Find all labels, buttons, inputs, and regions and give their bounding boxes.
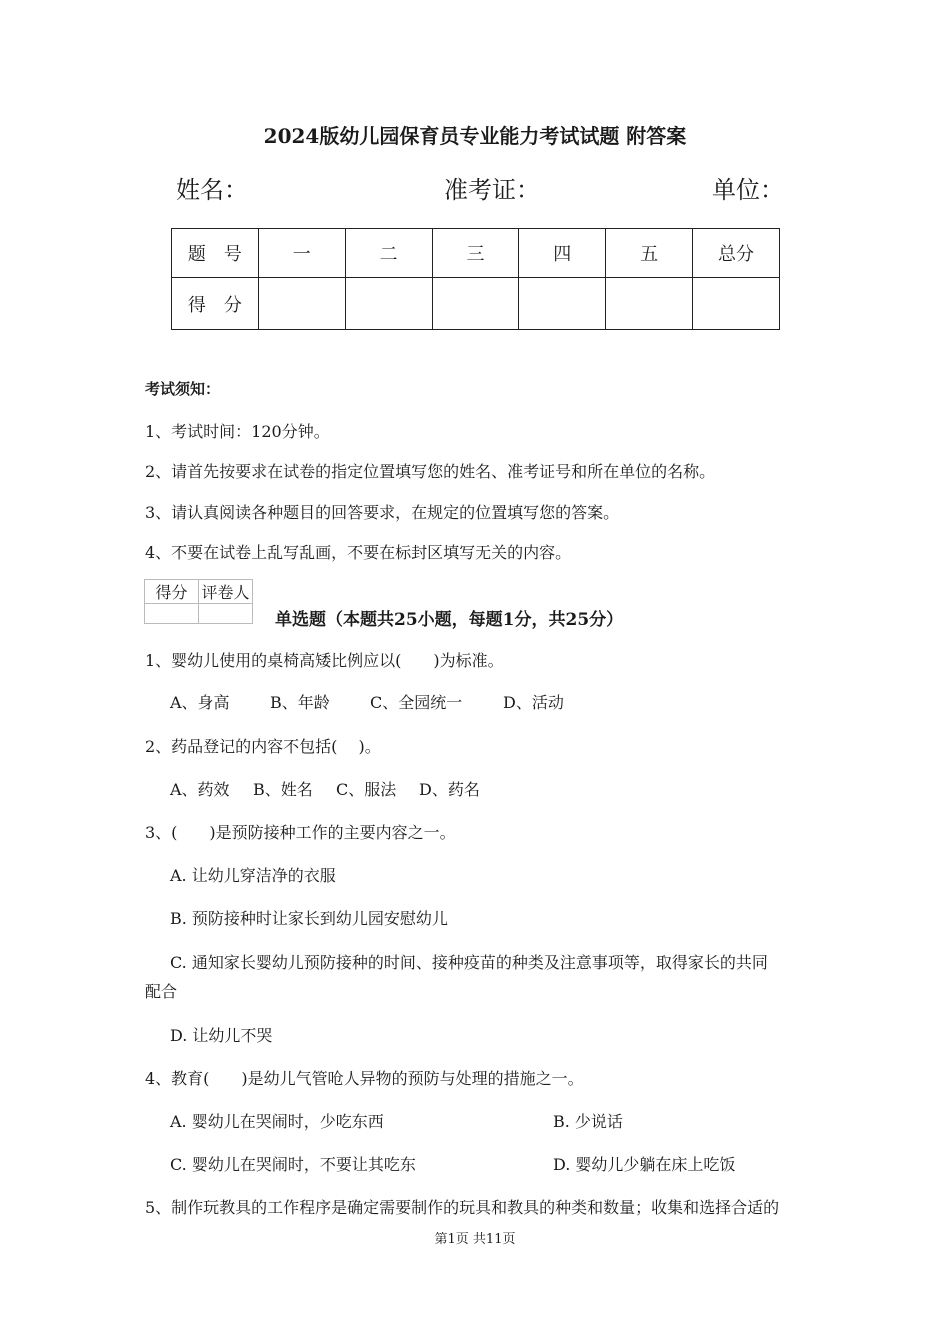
- section-title: 单选题（本题共25小题，每题1分，共25分）: [275, 610, 624, 630]
- page-footer: 第1页 共11页: [434, 1232, 516, 1247]
- question-stem: 5、制作玩教具的工作程序是确定需要制作的玩具和教具的种类和数量；收集和选择合适的: [145, 1198, 780, 1217]
- option-a[interactable]: A、药效: [170, 780, 230, 799]
- option-a[interactable]: A. 让幼儿穿洁净的衣服: [170, 866, 336, 885]
- notice-item: 1、考试时间：120分钟。: [145, 422, 330, 441]
- header-cell-5: 五: [606, 229, 693, 278]
- header-cell-3: 三: [432, 229, 519, 278]
- grader-reviewer-label: 评卷人: [199, 580, 253, 604]
- score-cell-2[interactable]: [345, 278, 432, 330]
- option-d[interactable]: D. 婴幼儿少躺在床上吃饭: [553, 1155, 736, 1174]
- option-b[interactable]: B、姓名: [253, 780, 313, 799]
- option-c[interactable]: C、全园统一: [370, 693, 463, 712]
- option-d[interactable]: D、药名: [419, 780, 480, 799]
- grader-score-label: 得分: [145, 580, 199, 604]
- option-c-continuation: 配合: [145, 982, 178, 1001]
- page-title: 2024版幼儿园保育员专业能力考试试题 附答案: [263, 124, 687, 148]
- score-cell-3[interactable]: [432, 278, 519, 330]
- header-cell-4: 四: [519, 229, 606, 278]
- header-cell-number: 题 号: [172, 229, 259, 278]
- option-b[interactable]: B. 预防接种时让家长到幼儿园安慰幼儿: [170, 909, 448, 928]
- score-cell-1[interactable]: [258, 278, 345, 330]
- name-label: 姓名：: [176, 176, 248, 204]
- option-c[interactable]: C、服法: [336, 780, 397, 799]
- header-cell-1: 一: [258, 229, 345, 278]
- notice-item: 4、不要在试卷上乱写乱画，不要在标封区填写无关的内容。: [145, 543, 572, 562]
- question-stem: 1、婴幼儿使用的桌椅高矮比例应以( )为标准。: [145, 651, 504, 670]
- notice-item: 2、请首先按要求在试卷的指定位置填写您的姓名、准考证号和所在单位的名称。: [145, 462, 716, 481]
- score-table-score-row: [172, 278, 780, 330]
- unit-label: 单位：: [712, 176, 784, 204]
- option-b[interactable]: B. 少说话: [553, 1112, 623, 1131]
- score-cell-total[interactable]: [693, 278, 780, 330]
- question-stem: 4、教育( )是幼儿气管呛人异物的预防与处理的措施之一。: [145, 1069, 584, 1088]
- question-stem: 3、( )是预防接种工作的主要内容之一。: [145, 823, 456, 842]
- header-cell-total: 总分: [693, 229, 780, 278]
- grader-reviewer-cell[interactable]: [199, 604, 253, 624]
- grader-score-cell[interactable]: [145, 604, 199, 624]
- score-cell-4[interactable]: [519, 278, 606, 330]
- option-d[interactable]: D. 让幼儿不哭: [170, 1026, 273, 1045]
- exam-id-label: 准考证：: [444, 176, 540, 204]
- option-b[interactable]: B、年龄: [270, 693, 330, 712]
- option-d[interactable]: D、活动: [503, 693, 564, 712]
- score-row-label: 得 分: [172, 278, 259, 330]
- notice-item: 3、请认真阅读各种题目的回答要求，在规定的位置填写您的答案。: [145, 503, 620, 522]
- notice-title: 考试须知：: [145, 380, 221, 398]
- score-table-header-row: [172, 229, 780, 278]
- option-a[interactable]: A、身高: [170, 693, 230, 712]
- question-stem: 2、药品登记的内容不包括( )。: [145, 737, 381, 756]
- header-cell-2: 二: [345, 229, 432, 278]
- score-cell-5[interactable]: [606, 278, 693, 330]
- grader-box: [144, 579, 253, 624]
- option-c[interactable]: C. 婴幼儿在哭闹时，不要让其吃东: [170, 1155, 416, 1174]
- option-a[interactable]: A. 婴幼儿在哭闹时，少吃东西: [170, 1112, 384, 1131]
- option-c[interactable]: C. 通知家长婴幼儿预防接种的时间、接种疫苗的种类及注意事项等，取得家长的共同: [170, 953, 768, 972]
- score-table: [171, 228, 780, 330]
